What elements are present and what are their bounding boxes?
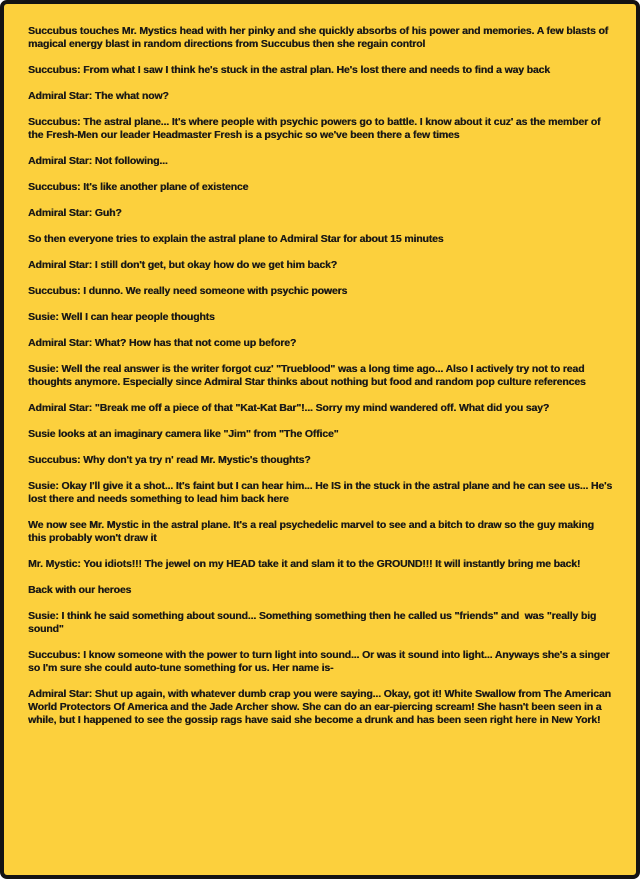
script-paragraph: Susie: Okay I'll give it a shot... It's faint but I can hear him... He IS in the stuck in the astral plane and he can see us... He's lost there and needs something to lead him back here [28,480,615,505]
script-paragraph: Succubus: From what I saw I think he's stuck in the astral plan. He's lost there and needs to find a way back [28,64,550,76]
script-paragraph: Admiral Star: Not following... [28,155,168,167]
script-paragraph: Susie: Well the real answer is the writer forgot cuz' "Trueblood" was a long time ago... Also I actively try not to read thoughts anymore. Especially since Admiral Star thinks about nothing but food and random pop culture references [28,363,588,388]
script-paragraph: Admiral Star: Guh? [28,207,122,219]
script-paragraph: Admiral Star: "Break me off a piece of that "Kat-Kat Bar"!... Sorry my mind wandered off. What did you say? [28,402,550,414]
script-paragraph: Back with our heroes [28,584,132,596]
script-paragraph: Admiral Star: The what now? [28,90,169,102]
script-paragraph: So then everyone tries to explain the astral plane to Admiral Star for about 15 minutes [28,233,444,245]
script-paragraph: Admiral Star: What? How has that not come up before? [28,337,297,349]
script-paragraph: Succubus touches Mr. Mystics head with her pinky and she quickly absorbs of his power and memories. A few blasts of magical energy blast in random directions from Succubus then she regain control [28,25,611,50]
script-paragraph: Succubus: Why don't ya try n' read Mr. Mystic's thoughts? [28,454,311,466]
script-paragraph: Succubus: I dunno. We really need someone with psychic powers [28,285,348,297]
script-paragraph: Succubus: The astral plane... It's where people with psychic powers go to battle. I know about it cuz' as the member of the Fresh-Men our leader Headmaster Fresh is a psychic so we've been there a few times [28,116,604,141]
script-paragraph: We now see Mr. Mystic in the astral plane. It's a real psychedelic marvel to see and a bitch to draw so the guy making this probably won't draw it [28,519,597,544]
script-paragraph: Succubus: It's like another plane of existence [28,181,249,193]
script-paragraph: Susie: I think he said something about sound... Something something then he called us "friends" and was "really big sound" [28,610,599,635]
script-paragraph: Admiral Star: Shut up again, with whatever dumb crap you were saying... Okay, got it! White Swallow from The American World Protectors Of America and the Jade Archer show. She can do an ear-piercing scream! She hasn't been seen in a while, but I happened to see the gossip rags have said she become a drunk and has been seen right here in New York! [28,688,614,726]
script-paragraph: Susie: Well I can hear people thoughts [28,311,215,323]
script-paragraph: Succubus: I know someone with the power to turn light into sound... Or was it sound into light... Anyways she's a singer so I'm sure she could auto-tune something for us. Her name is- [28,649,613,674]
script-paragraph: Mr. Mystic: You idiots!!! The jewel on my HEAD take it and slam it to the GROUND!!! It will instantly bring me back! [28,558,581,570]
script-text [28,25,614,740]
script-paragraph: Admiral Star: I still don't get, but okay how do we get him back? [28,259,337,271]
script-paragraph: Susie looks at an imaginary camera like "Jim" from "The Office" [28,428,339,440]
